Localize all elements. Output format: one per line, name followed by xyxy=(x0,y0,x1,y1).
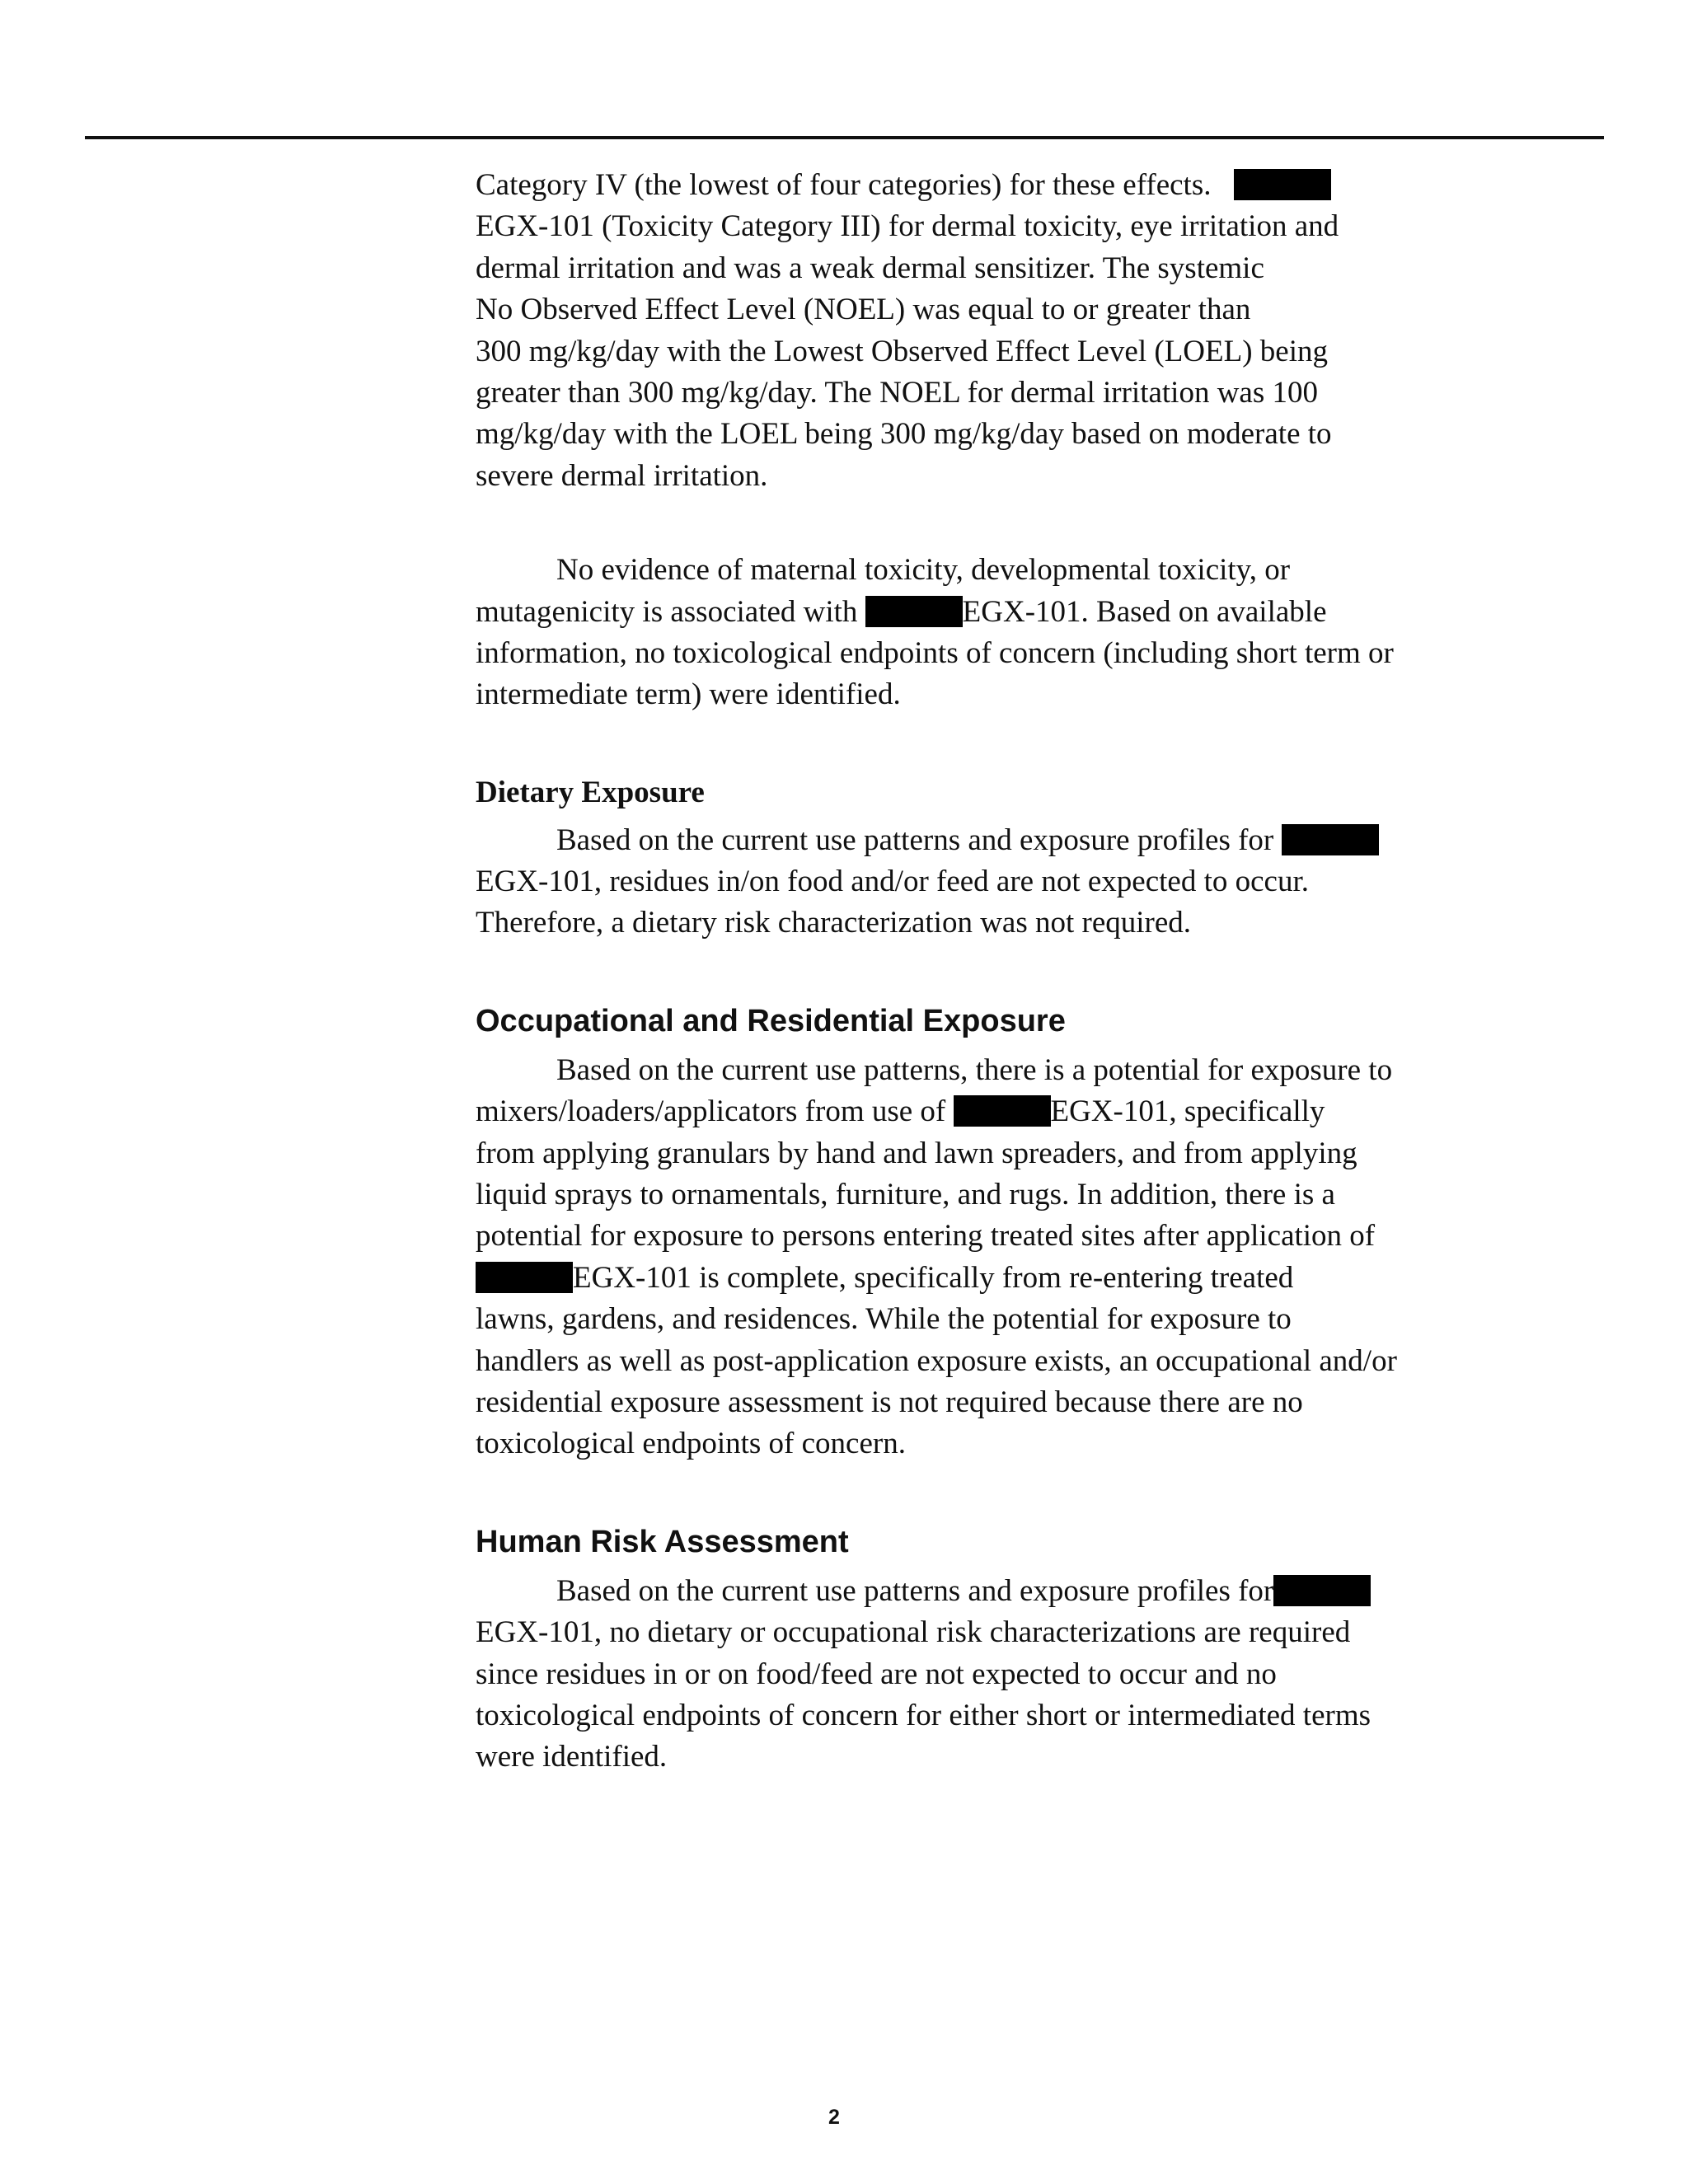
redaction-block xyxy=(865,596,963,627)
redaction-block xyxy=(1282,824,1379,855)
occupational-line-5: potential for exposure to persons entering treated sites after application of xyxy=(476,1219,1376,1254)
dietary-line-1: Based on the current use patterns and exposure profiles for xyxy=(556,823,1274,857)
document-body xyxy=(476,165,1514,1779)
no-evidence-line-3: information, no toxicological endpoints of concern (including short term or xyxy=(476,635,1394,670)
occupational-line-7: lawns, gardens, and residences. While the potential for exposure to xyxy=(476,1302,1292,1337)
intro-line-5: 300 mg/kg/day with the Lowest Observed Effect Level (LOEL) being xyxy=(476,334,1328,368)
dietary-line-2: EGX-101, residues in/on food and/or feed are not expected to occur. xyxy=(476,865,1309,899)
occupational-line-3: from applying granulars by hand and lawn spreaders, and from applying xyxy=(476,1136,1357,1170)
redaction-block xyxy=(954,1095,1051,1127)
occupational-line-2a: mixers/loaders/applicators from use of xyxy=(476,1094,946,1129)
human-risk-line-2: EGX-101, no dietary or occupational risk characterizations are required xyxy=(476,1615,1351,1650)
page-number: 2 xyxy=(828,2106,840,2129)
human-risk-line-5: were identified. xyxy=(476,1740,668,1774)
intro-line-7: mg/kg/day with the LOEL being 300 mg/kg/day based on moderate to xyxy=(476,417,1332,452)
redaction-block xyxy=(1234,169,1331,200)
human-risk-assessment-section xyxy=(476,1521,1514,1779)
redaction-block xyxy=(1273,1575,1371,1606)
human-risk-assessment-heading: Human Risk Assessment xyxy=(476,1524,849,1559)
occupational-line-2b: EGX-101, specifically xyxy=(1050,1094,1325,1129)
no-evidence-line-2b: EGX-101. Based on available xyxy=(962,594,1327,629)
intro-line-2: EGX-101 (Toxicity Category III) for dermal toxicity, eye irritation and xyxy=(476,209,1339,244)
occupational-line-1: Based on the current use patterns, there is a potential for exposure to xyxy=(556,1052,1393,1087)
intro-line-6: greater than 300 mg/kg/day. The NOEL for dermal irritation was 100 xyxy=(476,375,1318,410)
redaction-block xyxy=(476,1262,573,1293)
occupational-exposure-section xyxy=(476,1001,1514,1465)
occupational-line-8: handlers as well as post-application exposure exists, an occupational and/or xyxy=(476,1343,1397,1378)
intro-paragraph xyxy=(476,165,1514,497)
occupational-line-9: residential exposure assessment is not required because there are no xyxy=(476,1385,1303,1419)
occupational-line-6: EGX-101 is complete, specifically from re-entering treated xyxy=(573,1260,1294,1295)
header-rule xyxy=(85,136,1604,139)
intro-line-1: Category IV (the lowest of four categories) for these effects. xyxy=(476,168,1212,202)
occupational-line-4: liquid sprays to ornamentals, furniture, and rugs. In addition, there is a xyxy=(476,1178,1335,1212)
human-risk-line-3: since residues in or on food/feed are not expected to occur and no xyxy=(476,1657,1277,1691)
no-evidence-paragraph xyxy=(476,550,1514,716)
no-evidence-line-4: intermediate term) were identified. xyxy=(476,677,901,712)
human-risk-line-1: Based on the current use patterns and exposure profiles for xyxy=(556,1573,1274,1608)
occupational-line-10: toxicological endpoints of concern. xyxy=(476,1427,906,1461)
dietary-line-3: Therefore, a dietary risk characterization was not required. xyxy=(476,906,1192,940)
no-evidence-line-2a: mutagenicity is associated with xyxy=(476,594,858,629)
human-risk-line-4: toxicological endpoints of concern for either short or intermediated terms xyxy=(476,1698,1372,1732)
dietary-exposure-section xyxy=(476,772,1514,944)
no-evidence-line-1: No evidence of maternal toxicity, developmental toxicity, or xyxy=(556,553,1291,588)
intro-line-4: No Observed Effect Level (NOEL) was equal to or greater than xyxy=(476,293,1251,327)
occupational-exposure-heading: Occupational and Residential Exposure xyxy=(476,1003,1066,1038)
intro-line-3: dermal irritation and was a weak dermal sensitizer. The systemic xyxy=(476,251,1264,285)
intro-line-8: severe dermal irritation. xyxy=(476,458,768,493)
dietary-exposure-heading: Dietary Exposure xyxy=(476,775,705,809)
